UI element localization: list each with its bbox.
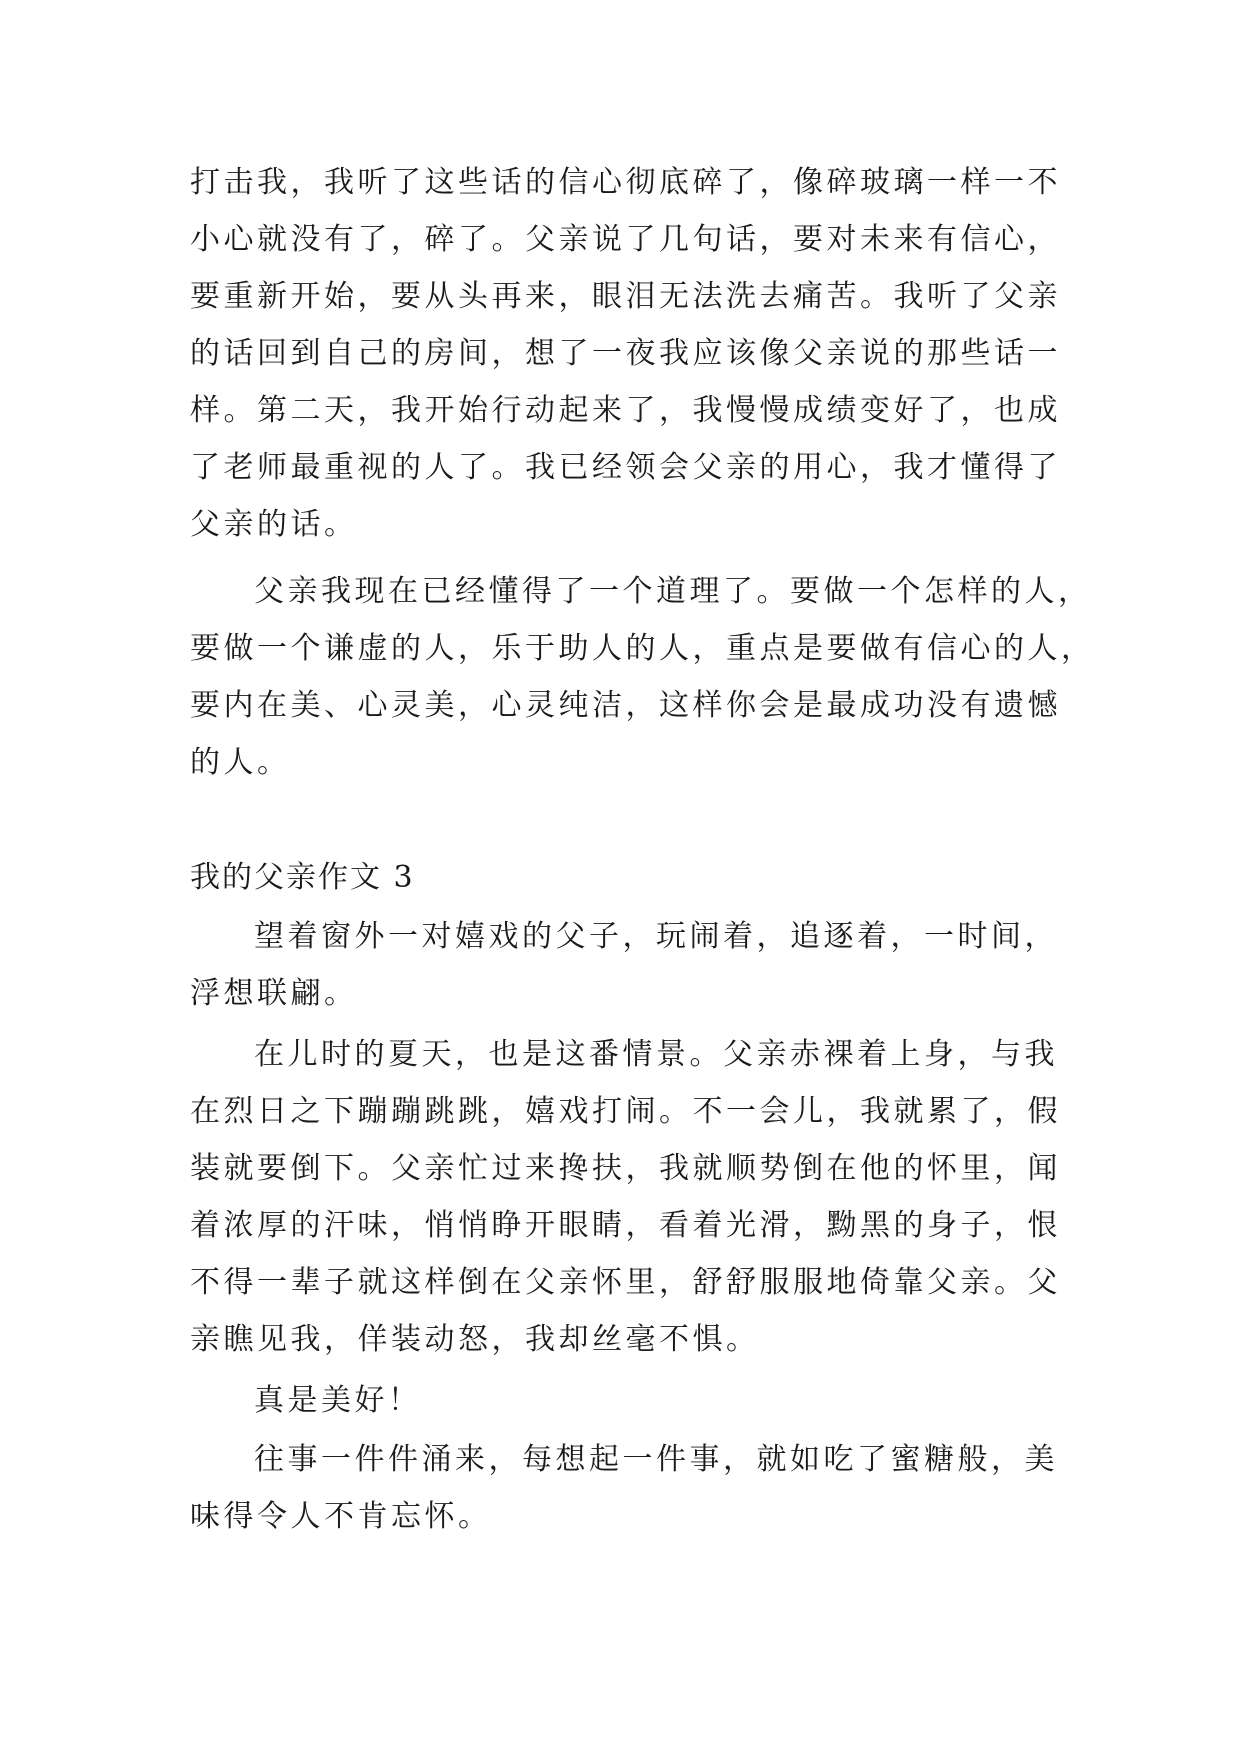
paragraph-line: 要做一个谦虚的人，乐于助人的人，重点是要做有信心的人， <box>190 631 1095 666</box>
paragraph-line: 要内在美、心灵美，心灵纯洁，这样你会是最成功没有遗憾 <box>190 688 1061 723</box>
paragraph-line: 真是美好！ <box>254 1383 422 1418</box>
paragraph-line: 样。第二天，我开始行动起来了，我慢慢成绩变好了，也成 <box>190 393 1061 428</box>
paragraph-line: 父亲我现在已经懂得了一个道理了。要做一个怎样的人， <box>254 574 1092 609</box>
paragraph-line: 父亲的话。 <box>190 507 358 542</box>
paragraph-line: 在烈日之下蹦蹦跳跳，嬉戏打闹。不一会儿，我就累了，假 <box>190 1094 1061 1129</box>
paragraph-line: 望着窗外一对嬉戏的父子，玩闹着，追逐着，一时间， <box>254 919 1058 954</box>
paragraph-line: 的话回到自己的房间，想了一夜我应该像父亲说的那些话一 <box>190 336 1061 371</box>
paragraph-line: 味得令人不肯忘怀。 <box>190 1499 492 1534</box>
paragraph-line: 的人。 <box>190 745 291 780</box>
paragraph-line: 浮想联翩。 <box>190 976 358 1011</box>
paragraph-line: 小心就没有了，碎了。父亲说了几句话，要对未来有信心， <box>190 222 1061 257</box>
paragraph-line: 着浓厚的汗味，悄悄睁开眼睛，看着光滑，黝黑的身子，恨 <box>190 1208 1061 1243</box>
paragraph-line: 打击我，我听了这些话的信心彻底碎了，像碎玻璃一样一不 <box>190 165 1061 200</box>
paragraph-line: 要重新开始，要从头再来，眼泪无法洗去痛苦。我听了父亲 <box>190 279 1061 314</box>
paragraph-line: 了老师最重视的人了。我已经领会父亲的用心，我才懂得了 <box>190 450 1061 485</box>
paragraph-line: 不得一辈子就这样倒在父亲怀里，舒舒服服地倚靠父亲。父 <box>190 1265 1061 1300</box>
paragraph-line: 往事一件件涌来，每想起一件事，就如吃了蜜糖般，美 <box>254 1442 1058 1477</box>
section-heading: 我的父亲作文 3 <box>190 860 415 895</box>
paragraph-line: 在儿时的夏天，也是这番情景。父亲赤裸着上身，与我 <box>254 1037 1058 1072</box>
paragraph-line: 亲瞧见我，佯装动怒，我却丝毫不惧。 <box>190 1322 760 1357</box>
paragraph-line: 装就要倒下。父亲忙过来搀扶，我就顺势倒在他的怀里，闻 <box>190 1151 1061 1186</box>
